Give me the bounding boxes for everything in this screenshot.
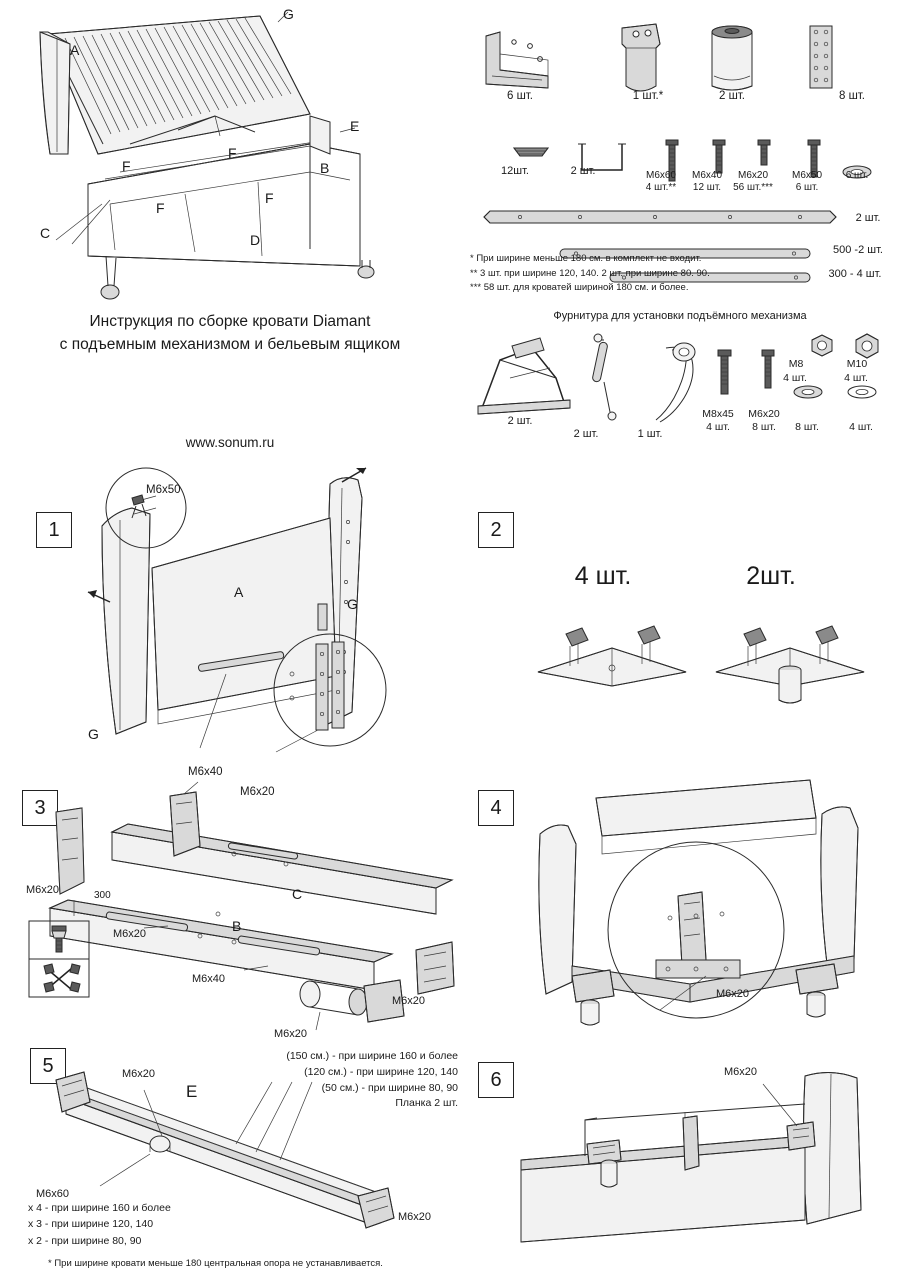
step-2-illustration (520, 610, 880, 710)
step-1-label-m6x20: M6x20 (240, 786, 275, 798)
step-4-illustration (510, 770, 890, 1030)
hero-label-f-4: F (265, 190, 274, 206)
step-3-label-m6x20-c: M6x20 (392, 995, 426, 1007)
part-qty-leg-round: 2 шт. (718, 90, 745, 102)
step-3-label-m6x20-a: M6x20 (26, 884, 60, 896)
step-5-qty-2: x 3 - при ширине 120, 140 (28, 1218, 154, 1231)
step-4-number: 4 (478, 790, 514, 826)
lift-code-m10: M10 (846, 358, 868, 370)
part-code-m6x50: M6x50 (791, 170, 822, 181)
lift-qty-frame: 2 шт. (507, 415, 533, 427)
parts-footnotes (470, 252, 800, 296)
step-5-note-3: (50 см.) - при ширине 80, 90 (321, 1081, 458, 1094)
doc-title-line1: Инструкция по сборке кровати Diamant (89, 313, 371, 330)
step-5-qty-3: x 2 - при ширине 80, 90 (28, 1234, 142, 1247)
footnote-3: *** 58 шт. для кроватей шириной 180 см. и более. (470, 282, 689, 294)
part-qty-m6x40: 12 шт. (692, 182, 722, 193)
part-qty-washer: 6 шт. (845, 170, 869, 181)
step-3-label-b: B (232, 918, 242, 934)
hero-label-f-1: F (122, 158, 131, 174)
step-5-note-2: (120 см.) - при ширине 120, 140 (304, 1065, 458, 1078)
lift-qty-m8: 4 шт. (783, 372, 807, 384)
step-1-illustration (80, 462, 450, 782)
lift-code-m8x45: M8x45 (702, 408, 734, 420)
part-qty-m6x60: 4 шт.** (645, 182, 677, 193)
lift-hardware-title: Фурнитура для установки подъёмного механизма (553, 310, 807, 322)
step-2-qty-right: 2шт. (746, 562, 796, 590)
hero-label-f-3: F (156, 200, 165, 216)
step-3-label-m6x20-d: M6x20 (274, 1028, 308, 1040)
step-6-number: 6 (478, 1062, 514, 1098)
step-1-label-m6x50: M6x50 (146, 484, 181, 496)
step-5-bottom-note: * При ширине кровати меньше 180 центральная опора не устанавливается. (48, 1258, 383, 1269)
bar-qty-500: 500 -2 шт. (833, 244, 883, 256)
step-6-illustration (505, 1060, 895, 1260)
footnote-2: ** 3 шт. при ширине 120, 140. 2 шт. при ширине 80. 90. (470, 267, 710, 279)
lift-qty-strut: 2 шт. (573, 428, 599, 440)
parts-row2-illustrations (470, 130, 890, 190)
bar-qty-300: 300 - 4 шт. (828, 268, 882, 280)
step-6-label-m6x20: M6x20 (724, 1066, 758, 1078)
step-5-label-m6x60: M6x60 (36, 1188, 70, 1200)
part-qty-dowel: 12шт. (501, 165, 529, 177)
lift-qty-washer-8: 8 шт. (795, 421, 819, 433)
step-5-label-e: E (186, 1082, 198, 1101)
step-2-qty-left: 4 шт. (574, 562, 632, 590)
lift-code-m8: M8 (788, 358, 804, 370)
step-5-label-m6x20-bottom: M6x20 (398, 1211, 432, 1223)
footnote-1: * При ширине меньше 180 см. в комплект не входит. (470, 253, 702, 264)
step-5-note-4: Планка 2 шт. (395, 1097, 458, 1110)
lift-code-m6x20: M6x20 (748, 408, 780, 420)
step-5-plank-notes (208, 1049, 458, 1112)
step-3-tool-icons (28, 920, 92, 998)
hero-label-g: G (283, 6, 294, 22)
step-1-number: 1 (36, 512, 72, 548)
part-qty-corner-bracket: 6 шт. (506, 90, 533, 102)
lift-qty-m6x20: 8 шт. (752, 421, 776, 433)
lift-qty-m10: 4 шт. (844, 372, 868, 384)
hero-label-b: B (320, 160, 330, 176)
step-3-label-m6x40: M6x40 (192, 973, 226, 985)
step-3-number: 3 (22, 790, 58, 826)
hero-label-d: D (250, 232, 261, 248)
step-1-label-g-right: G (347, 596, 358, 612)
lift-qty-strap: 1 шт. (637, 428, 663, 440)
step-5-qty-notes (28, 1200, 288, 1249)
hero-label-a: A (70, 42, 80, 58)
part-qty-m6x50: 6 шт. (795, 182, 819, 193)
part-qty-cup-bracket: 1 шт.* (632, 90, 664, 102)
step-3-label-m6x20-b: M6x20 (113, 928, 147, 940)
step-1-label-a: A (234, 584, 244, 600)
part-code-m6x20: M6x20 (737, 170, 768, 181)
lift-qty-washer-4: 4 шт. (849, 421, 873, 433)
part-qty-u-bracket: 2 шт. (570, 165, 596, 177)
hero-label-f-2: F (228, 145, 237, 161)
step-5-number: 5 (30, 1048, 66, 1084)
step-1-label-m6x40: M6x40 (188, 766, 223, 778)
step-1-label-g-left: G (88, 726, 99, 742)
step-4-label-m6x20: M6x20 (716, 988, 750, 1000)
part-code-m6x40: M6x40 (691, 170, 722, 181)
step-5-note-1: (150 см.) - при ширине 160 и более (286, 1050, 458, 1062)
step-3-label-c: C (292, 886, 303, 902)
website-url: www.sonum.ru (185, 435, 275, 450)
doc-title (20, 310, 440, 357)
part-qty-m6x20: 56 шт.*** (733, 182, 773, 193)
part-qty-flat-plate: 8 шт. (838, 90, 865, 102)
lift-qty-m8x45: 4 шт. (706, 421, 730, 433)
bar-qty-slat: 2 шт. (855, 212, 881, 224)
step-5-qty-1: x 4 - при ширине 160 и более (28, 1202, 171, 1214)
step-2-number: 2 (478, 512, 514, 548)
hero-label-e: E (350, 118, 360, 134)
step-5-label-m6x20-top: M6x20 (122, 1068, 156, 1080)
hero-label-c: C (40, 225, 51, 241)
part-code-m6x60: M6x60 (645, 170, 676, 181)
doc-title-line2: с подъемным механизмом и бельевым ящиком (59, 336, 401, 354)
step-3-label-300: 300 (94, 890, 111, 901)
